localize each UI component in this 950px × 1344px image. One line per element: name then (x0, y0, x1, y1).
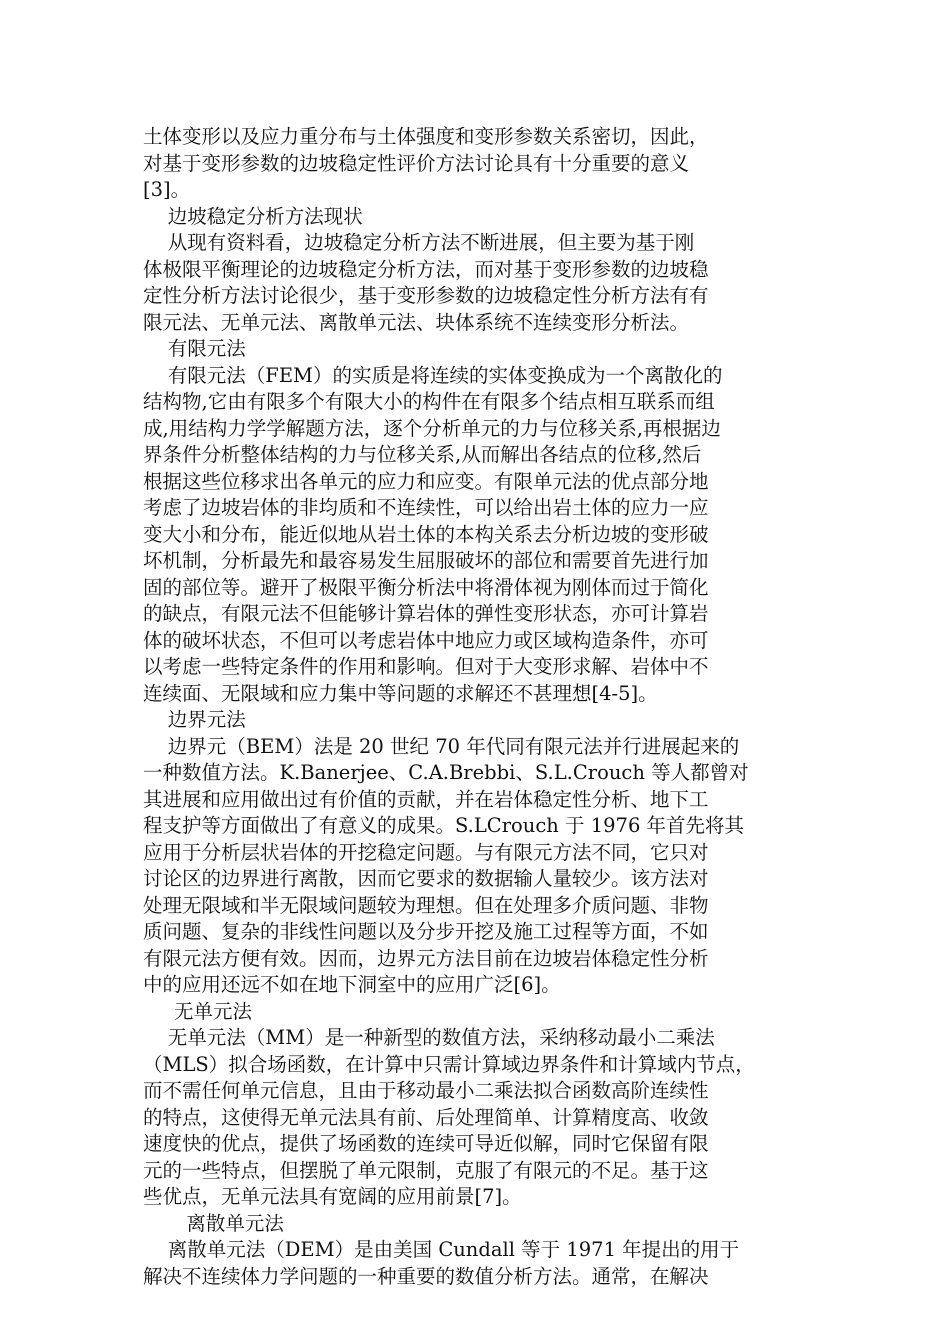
text-line: 连续面、无限域和应力集中等问题的求解还不甚理想[4-5]。 (143, 681, 658, 705)
text-line: 速度快的优点，提供了场函数的连续可导近似解，同时它保留有限 (143, 1132, 709, 1155)
text-line: 界条件分析整体结构的力与位移关系,从而解出各结点的位移,然后 (143, 443, 702, 466)
text-line: 体极限平衡理论的边坡稳定分析方法，而对基于变形参数的边坡稳 (143, 257, 709, 281)
text-line: 而不需任何单元信息，且由于移动最小二乘法拟合函数高阶连续性 (143, 1079, 709, 1102)
section-heading-slope-analysis: 边坡稳定分析方法现状 (167, 204, 363, 228)
para-fem (143, 363, 803, 708)
text-line: 从现有资料看，边坡稳定分析方法不断进展，但主要为基于刚 (143, 231, 695, 254)
text-line: 限元法、无单元法、离散单元法、块体系统不连续变形分析法。 (143, 310, 690, 334)
text-line: 有限元法方便有效。因而，边界元方法目前在边坡岩体稳定性分析 (143, 946, 709, 970)
text-line: 坏机制，分析最先和最容易发生屈服破坏的部位和需要首先进行加 (143, 549, 709, 572)
text-line: 质问题、复杂的非线性问题以及分步开挖及施工过程等方面，不如 (143, 920, 709, 943)
text-line: 的缺点，有限元法不但能够计算岩体的弹性变形状态，亦可计算岩 (143, 602, 709, 625)
text-line: 无单元法（MM）是一种新型的数值方法，采纳移动最小二乘法 (143, 1026, 715, 1049)
text-line: 处理无限域和半无限域问题较为理想。但在处理多介质问题、非物 (143, 893, 709, 917)
text-line: 些优点，无单元法具有宽阔的应用前景[7]。 (143, 1185, 522, 1208)
section-heading-element-free: 无单元法 (174, 999, 253, 1023)
text-line: 固的部位等。避开了极限平衡分析法中将滑体视为刚体而过于简化 (143, 575, 709, 599)
section-heading-bem: 边界元法 (167, 708, 246, 731)
text-line: 一种数值方法。K.Banerjee、C.A.Brebbi、S.L.Crouch 等人都曾对 (143, 761, 749, 784)
para-deformation-intro (143, 124, 803, 204)
section-heading-fem: 有限元法 (167, 337, 246, 360)
text-line: 边界元（BEM）法是 20 世纪 70 年代同有限元法并行进展起来的 (143, 734, 740, 758)
text-line: 元的一些特点，但摆脱了单元限制，克服了有限元的不足。基于这 (143, 1158, 709, 1182)
text-line: 变大小和分布，能近似地从岩土体的本构关系去分析边坡的变形破 (143, 522, 709, 546)
text-line: 的特点，这使得无单元法具有前、后处理简单、计算精度高、收敛 (143, 1105, 709, 1129)
text-line: 其进展和应用做出过有价值的贡献，并在岩体稳定性分析、地下工 (143, 787, 709, 811)
text-line: 对基于变形参数的边坡稳定性评价方法讨论具有十分重要的意义 (143, 151, 690, 175)
text-line: 有限元法（FEM）的实质是将连续的实体变换成为一个离散化的 (143, 363, 723, 387)
text-line: 根据这些位移求出各单元的应力和应变。有限单元法的优点部分地 (143, 469, 709, 493)
text-line: [3]。 (143, 178, 191, 201)
text-line: 体的破坏状态，不但可以考虑岩体中地应力或区域构造条件，亦可 (143, 628, 709, 652)
text-line: 解决不连续体力学问题的一种重要的数值分析方法。通常，在解决 (143, 1264, 709, 1288)
text-line: 应用于分析层状岩体的开挖稳定问题。与有限元方法不同，它只对 (143, 840, 709, 864)
para-element-free (143, 1025, 803, 1211)
document-page (143, 124, 803, 1290)
text-line: 结构物,它由有限多个有限大小的构件在有限多个结点相互联系而组 (143, 390, 715, 413)
text-line: 中的应用还远不如在地下洞室中的应用广泛[6]。 (143, 973, 561, 996)
text-line: 考虑了边坡岩体的非均质和不连续性，可以给出岩土体的应力一应 (143, 496, 709, 519)
text-line: 成,用结构力学学解题方法，逐个分析单元的力与位移关系,再根据边 (143, 416, 721, 440)
text-line: 讨论区的边界进行离散，因而它要求的数据输人量较少。该方法对 (143, 867, 709, 890)
para-dem (143, 1237, 803, 1290)
para-bem (143, 734, 803, 999)
text-line: 程支护等方面做出了有意义的成果。S.LCrouch 于 1976 年首先将其 (143, 814, 745, 837)
para-slope-analysis (143, 230, 803, 336)
text-line: （MLS）拟合场函数，在计算中只需计算域边界条件和计算域内节点， (143, 1052, 755, 1076)
text-line: 以考虑一些特定条件的作用和影响。但对于大变形求解、岩体中不 (143, 655, 709, 678)
text-line: 离散单元法（DEM）是由美国 Cundall 等于 1971 年提出的用于 (143, 1238, 740, 1261)
text-line: 土体变形以及应力重分布与土体强度和变形参数关系密切，因此， (143, 125, 709, 148)
text-line: 定性分析方法讨论很少，基于变形参数的边坡稳定性分析方法有有 (143, 284, 709, 307)
section-heading-dem: 离散单元法 (186, 1211, 284, 1235)
